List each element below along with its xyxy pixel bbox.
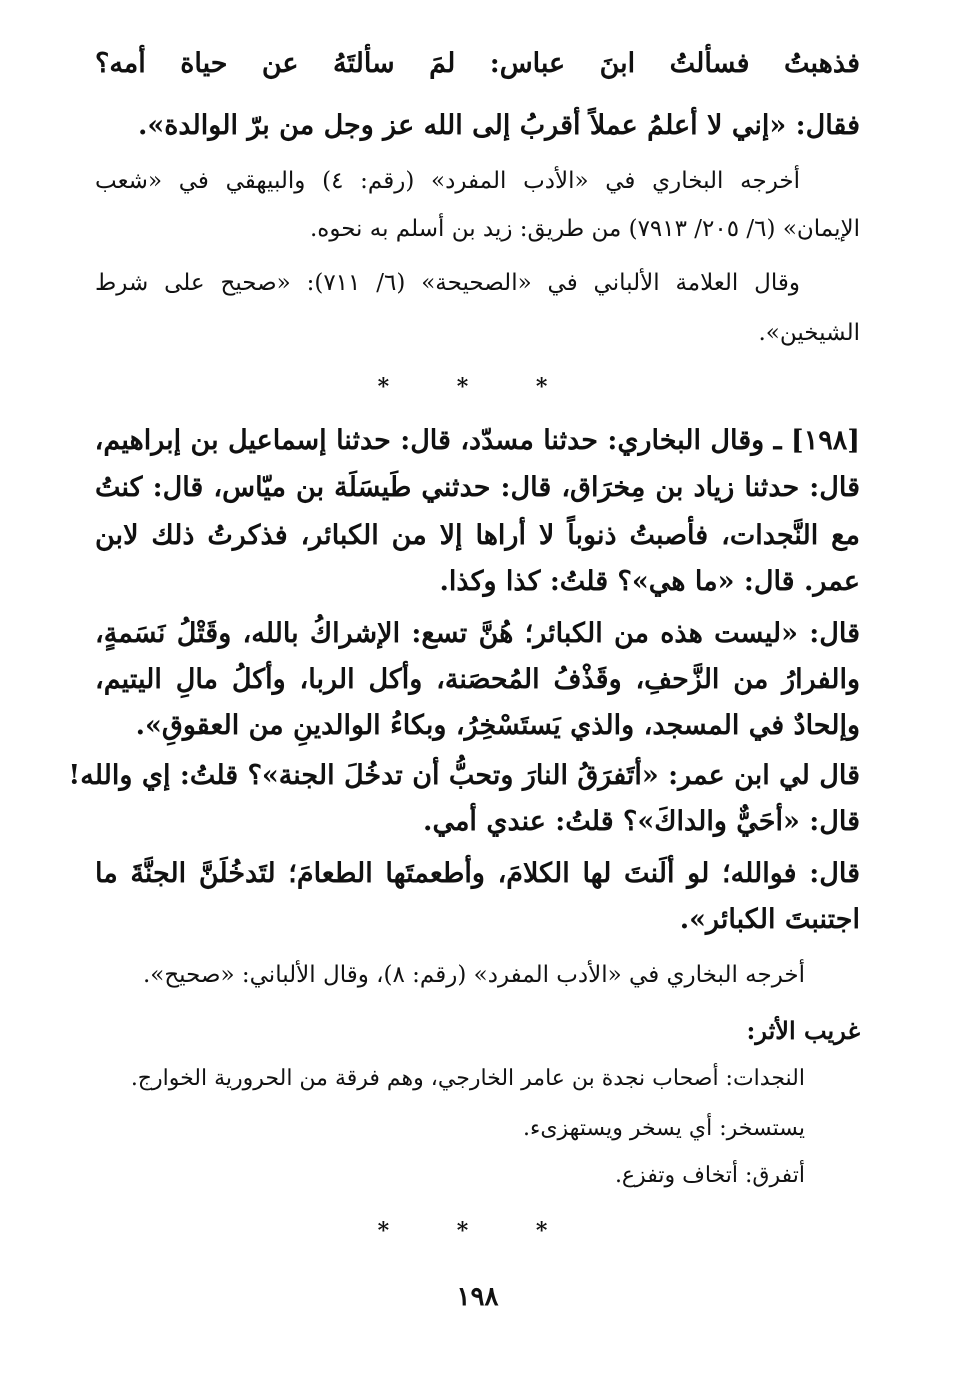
hadith-line: قال: «ليست هذه من الكبائر؛ هُنَّ تسع: الإشراكُ بالله، وقَتْلُ نَسَمةٍ، xyxy=(95,618,860,649)
glossary-item: يستسخر: أي يسخر ويستهزىء. xyxy=(522,1116,805,1141)
section-separator: * * * xyxy=(377,374,578,400)
footnote-line: أخرجه البخاري في «الأدب المفرد» (رقم: ٤) والبيهقي في «شعب xyxy=(95,168,801,194)
hadith-line: قال: حدثنا زياد بن مِخرَاق، قال: حدثني طَيسَلَة بن ميّاس، قال: كنتُ xyxy=(95,472,860,503)
glossary-item: أتفرق: أتخاف وتفزع. xyxy=(614,1163,805,1188)
text-line: فذهبتُ فسألتُ ابنَ عباس: لمَ سألتَهُ عن حياة أمه؟ xyxy=(95,48,860,79)
hadith-line: مع النَّجدات، فأصبتُ ذنوباً لا أراها إلا من الكبائر، فذكرتُ ذلك لابن xyxy=(95,520,860,551)
hadith-line: قال: «أحَيٌّ والداكَ»؟ قلتُ: عندي أمي. xyxy=(423,806,860,837)
footnote-line: أخرجه البخاري في «الأدب المفرد» (رقم: ٨)، وقال الألباني: «صحيح». xyxy=(142,962,805,988)
glossary-item: النجدات: أصحاب نجدة بن عامر الخارجي، وهم فرقة من الحرورية الخوارج. xyxy=(130,1066,805,1091)
footnote-line: الإيمان» (٦/ ٢٠٥/ ٧٩١٣) من طريق: زيد بن أسلم به نحوه. xyxy=(309,216,860,242)
hadith-line: [١٩٨] ـ وقال البخاري: حدثنا مسدّد، قال: حدثنا إسماعيل بن إبراهيم، xyxy=(94,425,860,456)
hadith-line: وإلحادٌ في المسجد، والذي يَستَسْخِرُ، وبكاءُ الوالدينِ من العقوقِ». xyxy=(135,710,860,741)
footnote-line: وقال العلامة الألباني في «الصحيحة» (٦/ ٧١١): «صحيح على شرط xyxy=(95,270,801,296)
hadith-line: قال لي ابن عمر: «أتَفرَقُ النارَ وتحبُّ أن تدخُلَ الجنة»؟ قلتُ: إي والله! xyxy=(68,760,860,791)
glossary-heading: غريب الأثر: xyxy=(746,1016,860,1045)
hadith-line: والفرارُ من الزَّحفِ، وقَذْفُ المُحصَنة، وأكل الربا، وأكلُ مالِ اليتيم، xyxy=(95,664,860,695)
footnote-line: الشيخين». xyxy=(758,320,860,346)
text-line: فقال: «إني لا أعلمُ عملاً أقربُ إلى الله عز وجل من برّ الوالدة». xyxy=(137,110,860,141)
hadith-line: عمر. قال: «ما هي»؟ قلتُ: كذا وكذا. xyxy=(439,566,860,597)
hadith-line: قال: فوالله؛ لو ألَنتَ لها الكلامَ، وأطعمتَها الطعامَ؛ لتَدخُلَنَّ الجنَّةَ ما xyxy=(95,858,860,889)
section-separator: * * * xyxy=(377,1218,578,1244)
hadith-line: اجتنبتَ الكبائر». xyxy=(679,904,860,935)
page-number: ١٩٨ xyxy=(456,1282,499,1312)
